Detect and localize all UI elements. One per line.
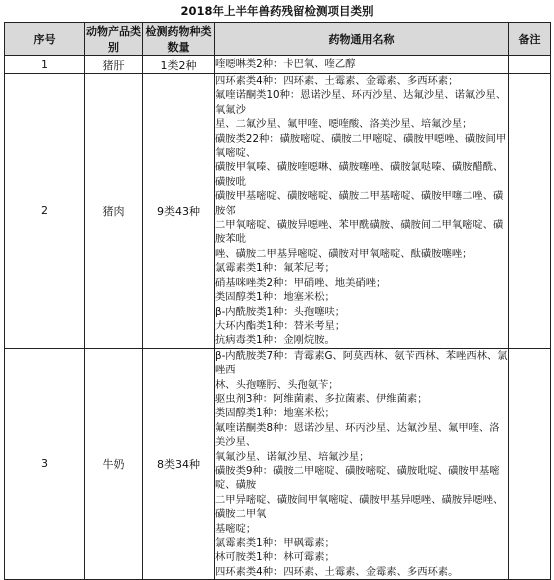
- drug-line: 磺胺甲氧嗪、磺胺喹噁啉、磺胺噻唑、磺胺氯哒嗪、磺胺醋酰、磺胺吡: [215, 161, 504, 188]
- drug-line: 磺胺类22种：磺胺嘧啶、磺胺二甲嘧啶、磺胺甲噁唑、磺胺间甲氧嘧啶、: [215, 132, 507, 160]
- drug-line: 四环素类4种：四环素、土霉素、金霉素、多西环素。: [215, 565, 459, 578]
- drug-line: 唑、磺胺二甲基异嘧啶、磺胺对甲氧嘧啶、酞磺胺噻唑；: [215, 247, 473, 260]
- header-row: [5, 23, 551, 56]
- drug-line: 基嘧啶；: [215, 522, 257, 535]
- drug-line: 大环内酯类1种：替米考星；: [215, 319, 346, 332]
- drug-line: 林可胺类1种：林可霉素；: [215, 551, 335, 564]
- drug-line: 二甲氧嘧啶、磺胺异噁唑、苯甲酰磺胺、磺胺间二甲氧嘧啶、磺胺苯吡: [215, 219, 504, 246]
- drug-line: 类固醇类1种：地塞米松；: [215, 291, 335, 304]
- header-product: 动物产品类别: [85, 23, 143, 56]
- drug-line: 氧氟沙星、诺氟沙星、培氟沙星；: [215, 450, 370, 463]
- cell-count: 8类34种: [143, 348, 215, 580]
- drug-line: 抗病毒类1种：金刚烷胺。: [215, 334, 335, 347]
- residue-test-table: [4, 22, 551, 580]
- drug-line: 氟喹诺酮类8种：恩诺沙星、环丙沙星、达氟沙星、氟甲喹、洛美沙星、: [215, 421, 500, 449]
- cell-seq: 1: [5, 56, 85, 74]
- drug-line: 类固醇类1种：地塞米松；: [215, 407, 335, 420]
- cell-names: [215, 74, 509, 349]
- cell-product: 猪肝: [85, 56, 143, 74]
- drug-line: 二甲异嘧啶、磺胺间甲氧嘧啶、磺胺甲基异噁唑、磺胺异噁唑、磺胺二甲氧: [215, 493, 504, 521]
- drug-line: 氯霉素类1种：氟苯尼考；: [215, 262, 335, 275]
- header-names: 药物通用名称: [215, 23, 509, 56]
- drug-line: β-内酰胺类1种：头孢噻呋；: [215, 305, 346, 318]
- drug-line: 氯霉素类1种：甲砜霉素；: [215, 537, 335, 549]
- drug-line: 硝基咪唑类2种：甲硝唑、地美硝唑；: [215, 276, 387, 289]
- cell-seq: 3: [5, 348, 85, 580]
- drug-line: 氟喹诺酮类10种：恩诺沙星、环丙沙星、达氟沙星、诺氟沙星、氧氟沙: [215, 89, 507, 116]
- drug-line: 四环素类4种：四环素、土霉素、金霉素、多西环素；: [215, 75, 459, 87]
- cell-names: [215, 56, 509, 74]
- header-remark: 备注: [509, 23, 551, 56]
- cell-remark: [509, 348, 551, 580]
- cell-count: 9类43种: [143, 74, 215, 349]
- header-seq: 序号: [5, 23, 85, 56]
- drug-line: 磺胺类9种：磺胺二甲嘧啶、磺胺嘧啶、磺胺吡啶、磺胺甲基嘧啶、磺胺: [215, 464, 500, 492]
- drug-line: 驱虫剂3种：阿维菌素、多拉菌素、伊维菌素；: [215, 392, 428, 405]
- cell-product: 猪肉: [85, 74, 143, 349]
- drug-line: 星、二氟沙星、氟甲喹、噁喹酸、洛美沙星、培氟沙星；: [215, 118, 473, 131]
- header-count: 检测药物种类数量: [143, 23, 215, 56]
- cell-count: 1类2种: [143, 56, 215, 74]
- cell-names: [215, 348, 509, 580]
- drug-line: β-内酰胺类7种：青霉素G、阿莫西林、氨苄西林、苯唑西林、氯唑西: [215, 349, 508, 377]
- table-title: 2018年上半年兽药残留检测项目类别: [180, 4, 374, 18]
- drug-line: 喹噁啉类2种：卡巴氧、喹乙醇: [215, 58, 356, 70]
- cell-remark: [509, 74, 551, 349]
- drug-line: 磺胺甲基嘧啶、磺胺嘧啶、磺胺二甲基嘧啶、磺胺甲噻二唑、磺胺邻: [215, 190, 504, 217]
- cell-seq: 2: [5, 74, 85, 349]
- table-row: [5, 56, 551, 74]
- table-row: [5, 348, 551, 580]
- cell-remark: [509, 56, 551, 74]
- cell-product: 牛奶: [85, 348, 143, 580]
- drug-line: 林、头孢噻肟、头孢氨苄；: [215, 378, 339, 391]
- table-row: [5, 74, 551, 349]
